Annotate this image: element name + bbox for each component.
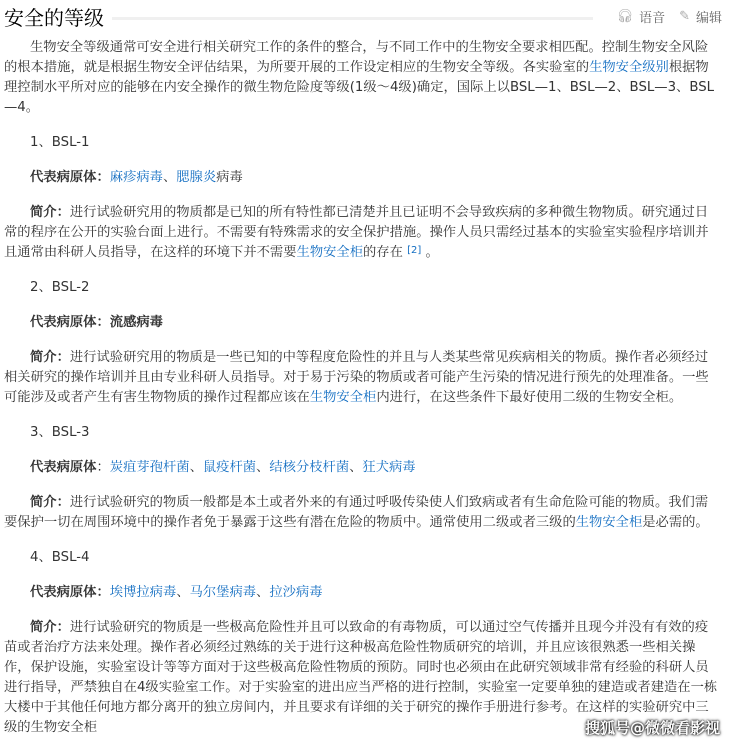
text: ： — [96, 460, 110, 475]
paragraph — [4, 348, 720, 408]
section-line — [4, 168, 720, 188]
section-line — [4, 313, 720, 333]
text: 进行试验研究用的物质都是已知的所有特性都已清楚并且已证明不会导致疾病的多种微生物物质。研究通过日常的程序在公开的实验台面上进行。不需要有特殊需求的安全保护措施。操作人员只需经过基本的实验室实验程序培训并且通常由科研人员指导，在这样的环境下并不需要 — [4, 205, 709, 260]
wiki-link[interactable]: 埃博拉病毒 — [109, 585, 177, 600]
text: 进行试验研究的物质是一些极高危险性并且可以致命的有毒物质，可以通过空气传播并且现今并没有有效的疫苗或者治疗方法来处理。操作者必须经过熟练的关于进行这种极高危险性物质研究的培训，并且应该很熟悉一些相关操作，保护设施，实验室设计等等方面对于这些极高危险性物质的预防。同时也必须由在此研究领域非常有经验的科研人员进行指导，严禁独自在4级实验室工作。对于实验室的进出应当严格的进行控制，实验室一定要单独的建造或者建造在一栋大楼中于其他任何地方都分离开的独立房间内，并且要求有详细的关于研究的操作手册进行参考。在这样的实验研究中三级的生物安全柜 — [4, 620, 718, 735]
text: 、 — [256, 585, 270, 600]
section-line — [4, 423, 720, 443]
paragraph — [4, 493, 720, 533]
wiki-link[interactable]: 生物安全级别 — [589, 60, 669, 75]
citation-link[interactable]: [2] — [407, 245, 422, 256]
text: 4、BSL-4 — [30, 550, 90, 565]
text: 进行试验研究用的物质是一些已知的中等程度危险性的并且与人类某些常见疾病相关的物质。操作者必须经过相关研究的操作培训并且由专业科研人员指导。对于易于污染的物质或者可能产生污染的情况进行预先的处理准备。一些可能涉及或者产生有害生物物质的操作过程都应该在 — [4, 350, 709, 405]
edit-button[interactable] — [679, 7, 722, 26]
wiki-link[interactable]: 狂犬病毒 — [362, 460, 416, 475]
text: 病毒 — [216, 170, 243, 185]
wiki-link[interactable]: 拉沙病毒 — [269, 585, 323, 600]
text: 生物安全等级通常可安全进行相关研究工作的条件的整合，与不同工作中的生物安全要求相匹配。控制生物安全风险的根本措施，就是根据生物安全评估结果，为所要开展的工作设定相应的生物安全等级。各实验室的 — [4, 40, 709, 75]
paragraph — [4, 618, 720, 738]
text: 进行试验研究的物质一般都是本土或者外来的有通过呼吸传染使人们致病或者有生命危险可能的物质。我们需要保护一切在周围环境中的操作者免于暴露于这些有潜在危险的物质中。通常使用二级或者三级的 — [4, 495, 709, 530]
wiki-link[interactable]: 结核分枝杆菌 — [269, 460, 350, 475]
text: 3、BSL-3 — [30, 425, 90, 440]
section-line — [4, 583, 720, 603]
wiki-link[interactable]: 炭疽芽孢杆菌 — [109, 460, 190, 475]
text: 、 — [176, 585, 190, 600]
text: 。 — [421, 245, 439, 260]
text: 、 — [256, 460, 270, 475]
paragraph — [4, 203, 720, 263]
section-title: 安全的等级 — [4, 5, 104, 30]
watermark: 搜狐号@微微看影视 — [584, 719, 720, 737]
bold-label: 简介： — [30, 350, 70, 365]
edit-label: 编辑 — [695, 10, 722, 26]
section-line — [4, 458, 720, 478]
bold-label: 代表病原体：流感病毒 — [30, 315, 163, 330]
wiki-link[interactable]: 麻疹病毒 — [109, 170, 163, 185]
paragraph — [4, 38, 720, 118]
article-body — [4, 38, 720, 753]
wiki-link[interactable]: 鼠疫杆菌 — [202, 460, 257, 475]
section-line — [4, 278, 720, 298]
bold-label: 简介： — [30, 620, 70, 635]
wiki-link[interactable]: 马尔堡病毒 — [189, 585, 257, 600]
bold-label: 简介： — [30, 205, 70, 220]
voice-button[interactable] — [617, 7, 666, 26]
text: 、 — [349, 460, 363, 475]
section-line — [4, 548, 720, 568]
wiki-link[interactable]: 生物安全柜 — [575, 515, 643, 530]
wiki-link[interactable]: 腮腺炎 — [176, 170, 217, 185]
wiki-link[interactable]: 生物安全柜 — [309, 390, 377, 405]
section-header — [4, 2, 722, 30]
bold-label: 简介： — [30, 495, 70, 510]
text: 、 — [189, 460, 203, 475]
bold-label: 代表病原体： — [30, 585, 110, 600]
pencil-icon: ✎ — [679, 8, 690, 24]
text: 根据物理控制水平所对应的能够在内安全操作的微生物危险度等级(1级～4级)确定，国际上以BSL—1、BSL—2、BSL—3、BSL—4。 — [4, 60, 715, 115]
bold-label: 代表病原体： — [30, 170, 110, 185]
text: 2、BSL-2 — [30, 280, 90, 295]
text: 的存在 — [363, 245, 408, 260]
bold-label: 代表病原体 — [30, 460, 97, 475]
headphones-icon: 🎧︎ — [616, 8, 634, 24]
title-divider — [112, 17, 593, 20]
text: 内进行，在这些条件下最好使用二级的生物安全柜。 — [376, 390, 683, 405]
text: 、 — [162, 170, 177, 185]
text: 1、BSL-1 — [30, 135, 90, 150]
section-line — [4, 133, 720, 153]
text: 是必需的。 — [642, 515, 709, 530]
wiki-link[interactable]: 生物安全柜 — [296, 245, 364, 260]
voice-label: 语音 — [639, 10, 666, 26]
